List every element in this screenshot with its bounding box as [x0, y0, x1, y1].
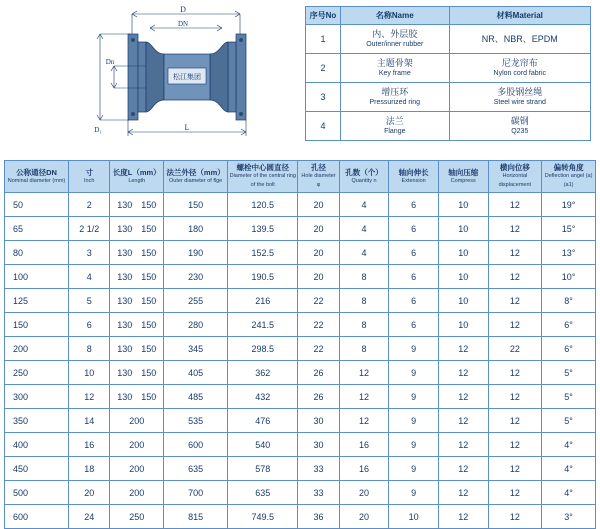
spec-cell-bolt-circle-diameter: 298.5 [228, 337, 298, 361]
spec-cell-compress: 10 [438, 217, 488, 241]
spec-cell-nominal-diameter: 250 [5, 361, 69, 385]
spec-cell-hole-quantity: 12 [339, 385, 389, 409]
material-name [341, 25, 450, 54]
materials-header-name: 名称Name [341, 7, 450, 25]
spec-header-en: Nominal diameter (mm) [7, 177, 66, 184]
materials-table [305, 6, 591, 141]
dim-label-d: D [180, 5, 186, 14]
spec-header-cn: 孔径 [311, 163, 327, 172]
spec-header-en: Deflection angel (a) (a1) [544, 173, 593, 188]
material-name-en: Flange [384, 128, 406, 135]
spec-header-cn: 轴向压缩 [448, 167, 479, 177]
table-row [5, 241, 596, 265]
spec-cell-horizontal-displacement: 12 [488, 433, 542, 457]
spec-header-cn: 螺栓中心圆直径 [236, 163, 290, 172]
spec-cell-extension: 9 [389, 433, 439, 457]
spec-cell-compress: 12 [438, 481, 488, 505]
spec-header-bolt-circle-diameter [228, 161, 298, 193]
specification-table-wrapper [4, 160, 596, 529]
spec-cell-inch: 3 [69, 241, 110, 265]
table-row [5, 361, 596, 385]
material-no: 4 [306, 112, 341, 141]
spec-cell-nominal-diameter: 600 [5, 505, 69, 529]
spec-cell-length: 130 150 [110, 217, 164, 241]
spec-header-extension [389, 161, 439, 193]
spec-cell-inch: 10 [69, 361, 110, 385]
spec-cell-flange-outer-diameter: 280 [164, 313, 228, 337]
spec-cell-flange-outer-diameter: 700 [164, 481, 228, 505]
spec-cell-inch: 24 [69, 505, 110, 529]
spec-cell-extension: 9 [389, 337, 439, 361]
spec-cell-compress: 12 [438, 337, 488, 361]
spec-cell-horizontal-displacement: 12 [488, 457, 542, 481]
spec-cell-inch: 12 [69, 385, 110, 409]
spec-cell-compress: 10 [438, 241, 488, 265]
spec-cell-bolt-circle-diameter: 190.5 [228, 265, 298, 289]
spec-cell-hole-quantity: 8 [339, 265, 389, 289]
spec-header-en: Quantity n [351, 177, 377, 184]
spec-cell-length: 130 150 [110, 385, 164, 409]
spec-header-cn: 公称通径DN [16, 167, 57, 177]
spec-cell-bolt-circle-diameter: 578 [228, 457, 298, 481]
spec-cell-bolt-circle-diameter: 120.5 [228, 193, 298, 217]
spec-cell-hole-diameter: 30 [298, 409, 339, 433]
spec-cell-inch: 20 [69, 481, 110, 505]
spec-cell-hole-diameter: 20 [298, 193, 339, 217]
spec-header-length [110, 161, 164, 193]
spec-header-en: Outer diameter of flge [169, 177, 223, 184]
spec-cell-deflection-angle: 5° [542, 385, 596, 409]
spec-cell-inch: 6 [69, 313, 110, 337]
spec-cell-flange-outer-diameter: 255 [164, 289, 228, 313]
spec-cell-bolt-circle-diameter: 241.5 [228, 313, 298, 337]
spec-cell-horizontal-displacement: 12 [488, 193, 542, 217]
table-row [5, 193, 596, 217]
spec-cell-horizontal-displacement: 12 [488, 241, 542, 265]
table-row [306, 54, 591, 83]
spec-cell-extension: 6 [389, 241, 439, 265]
material-no: 2 [306, 54, 341, 83]
spec-cell-hole-quantity: 20 [339, 505, 389, 529]
spec-cell-deflection-angle: 4° [542, 481, 596, 505]
spec-cell-flange-outer-diameter: 150 [164, 193, 228, 217]
material-name-cn: 法兰 [385, 116, 404, 126]
spec-header-deflection-angle [542, 161, 596, 193]
spec-header-cn: 孔数（个） [345, 167, 383, 177]
material-name-cn: 内、外层胶 [372, 29, 418, 39]
spec-cell-extension: 6 [389, 313, 439, 337]
spec-cell-hole-diameter: 22 [298, 289, 339, 313]
spec-cell-horizontal-displacement: 12 [488, 361, 542, 385]
spec-cell-inch: 8 [69, 337, 110, 361]
spec-cell-nominal-diameter: 500 [5, 481, 69, 505]
spec-cell-horizontal-displacement: 12 [488, 217, 542, 241]
spec-header-en: Horizontal displacement [498, 173, 532, 188]
spec-header-horizontal-displacement [488, 161, 542, 193]
brand-label: 松江集团 [173, 73, 201, 81]
spec-header-en: Diameter of the central ring of the bolt [229, 173, 296, 188]
spec-cell-extension: 6 [389, 265, 439, 289]
spec-cell-nominal-diameter: 100 [5, 265, 69, 289]
spec-cell-flange-outer-diameter: 180 [164, 217, 228, 241]
spec-header-cn: 轴向伸长 [398, 167, 429, 177]
material-name-cn: 增压环 [381, 87, 409, 97]
spec-cell-nominal-diameter: 80 [5, 241, 69, 265]
material-spec [449, 25, 590, 54]
spec-cell-hole-quantity: 4 [339, 217, 389, 241]
spec-header-compress [438, 161, 488, 193]
spec-cell-extension: 9 [389, 361, 439, 385]
top-section [0, 0, 600, 152]
material-spec-cn: NR、NBR、EPDM [481, 33, 558, 44]
spec-cell-horizontal-displacement: 12 [488, 313, 542, 337]
spec-cell-flange-outer-diameter: 635 [164, 457, 228, 481]
spec-cell-extension: 6 [389, 289, 439, 313]
spec-cell-flange-outer-diameter: 345 [164, 337, 228, 361]
specification-table [4, 160, 596, 529]
spec-cell-inch: 2 [69, 193, 110, 217]
table-row [5, 433, 596, 457]
material-name [341, 83, 450, 112]
spec-cell-hole-diameter: 30 [298, 433, 339, 457]
spec-cell-compress: 10 [438, 265, 488, 289]
materials-header-no: 序号No [306, 7, 341, 25]
spec-header-cn: 法兰外径（mm） [166, 167, 225, 177]
spec-cell-deflection-angle: 5° [542, 409, 596, 433]
material-spec [449, 112, 590, 141]
spec-header-en: Compress [450, 177, 476, 184]
spec-cell-length: 200 [110, 433, 164, 457]
spec-cell-length: 130 150 [110, 193, 164, 217]
spec-header-en: Extension [401, 177, 426, 184]
spec-cell-compress: 12 [438, 385, 488, 409]
table-row [5, 457, 596, 481]
dim-label-dn1: Dn [105, 58, 115, 66]
spec-cell-hole-quantity: 8 [339, 289, 389, 313]
spec-cell-flange-outer-diameter: 535 [164, 409, 228, 433]
table-row [5, 217, 596, 241]
spec-header-inch [69, 161, 110, 193]
spec-cell-nominal-diameter: 125 [5, 289, 69, 313]
materials-header-row [306, 7, 591, 25]
spec-cell-inch: 2 1/2 [69, 217, 110, 241]
material-name-en: Pressurized ring [369, 99, 421, 106]
spec-cell-deflection-angle: 3° [542, 505, 596, 529]
table-row [306, 83, 591, 112]
table-row [5, 265, 596, 289]
material-spec-cn: 尼龙帘布 [501, 58, 538, 68]
dim-label-l: L [184, 123, 190, 132]
material-spec-en: Steel wire strand [493, 99, 546, 106]
spec-cell-hole-quantity: 4 [339, 241, 389, 265]
spec-cell-inch: 14 [69, 409, 110, 433]
spec-cell-deflection-angle: 10° [542, 265, 596, 289]
spec-cell-compress: 10 [438, 193, 488, 217]
spec-cell-nominal-diameter: 50 [5, 193, 69, 217]
spec-cell-horizontal-displacement: 12 [488, 265, 542, 289]
spec-cell-compress: 12 [438, 361, 488, 385]
spec-cell-length: 200 [110, 409, 164, 433]
spec-cell-bolt-circle-diameter: 216 [228, 289, 298, 313]
spec-header-en: Length [128, 177, 146, 184]
spec-cell-length: 250 [110, 505, 164, 529]
spec-cell-nominal-diameter: 150 [5, 313, 69, 337]
spec-cell-hole-diameter: 36 [298, 505, 339, 529]
spec-cell-hole-diameter: 20 [298, 217, 339, 241]
spec-cell-hole-quantity: 20 [339, 481, 389, 505]
material-spec-cn: 多股钢丝绳 [497, 87, 543, 97]
table-row [5, 289, 596, 313]
spec-header-cn: 寸 [85, 167, 93, 177]
spec-cell-deflection-angle: 5° [542, 361, 596, 385]
spec-cell-hole-quantity: 12 [339, 361, 389, 385]
spec-cell-compress: 12 [438, 433, 488, 457]
spec-cell-horizontal-displacement: 12 [488, 481, 542, 505]
spec-cell-deflection-angle: 13° [542, 241, 596, 265]
table-row [5, 481, 596, 505]
dim-label-d1: D₁ [94, 126, 102, 134]
spec-cell-nominal-diameter: 65 [5, 217, 69, 241]
table-row [5, 505, 596, 529]
spec-cell-compress: 12 [438, 457, 488, 481]
material-spec-en: Nylon cord fabric [493, 70, 547, 77]
spec-header-cn: 横向位移 [499, 163, 530, 172]
spec-cell-hole-diameter: 20 [298, 241, 339, 265]
spec-cell-inch: 18 [69, 457, 110, 481]
table-row [306, 112, 591, 141]
spec-cell-inch: 4 [69, 265, 110, 289]
spec-header-flange-outer-diameter [164, 161, 228, 193]
product-technical-drawing [40, 4, 300, 150]
spec-cell-bolt-circle-diameter: 540 [228, 433, 298, 457]
spec-cell-length: 130 150 [110, 337, 164, 361]
material-spec-en: Q235 [511, 128, 529, 135]
spec-cell-nominal-diameter: 300 [5, 385, 69, 409]
spec-cell-hole-diameter: 33 [298, 481, 339, 505]
spec-cell-flange-outer-diameter: 815 [164, 505, 228, 529]
spec-cell-hole-diameter: 20 [298, 265, 339, 289]
material-name-en: Outer/inner rubber [366, 41, 424, 48]
spec-cell-length: 130 150 [110, 313, 164, 337]
material-spec [449, 83, 590, 112]
table-row [306, 25, 591, 54]
spec-cell-hole-diameter: 22 [298, 337, 339, 361]
spec-header-nominal-diameter [5, 161, 69, 193]
spec-cell-nominal-diameter: 350 [5, 409, 69, 433]
spec-cell-bolt-circle-diameter: 139.5 [228, 217, 298, 241]
spec-cell-horizontal-displacement: 12 [488, 409, 542, 433]
material-spec-cn: 碳钢 [510, 116, 529, 126]
spec-cell-bolt-circle-diameter: 476 [228, 409, 298, 433]
spec-cell-horizontal-displacement: 12 [488, 385, 542, 409]
spec-cell-bolt-circle-diameter: 362 [228, 361, 298, 385]
spec-cell-flange-outer-diameter: 485 [164, 385, 228, 409]
spec-cell-length: 200 [110, 481, 164, 505]
spec-cell-horizontal-displacement: 12 [488, 289, 542, 313]
spec-cell-deflection-angle: 4° [542, 457, 596, 481]
spec-header-hole-quantity [339, 161, 389, 193]
spec-cell-compress: 12 [438, 505, 488, 529]
spec-cell-hole-quantity: 8 [339, 313, 389, 337]
spec-cell-hole-diameter: 26 [298, 361, 339, 385]
spec-cell-length: 130 150 [110, 241, 164, 265]
spec-cell-bolt-circle-diameter: 635 [228, 481, 298, 505]
spec-cell-hole-quantity: 16 [339, 457, 389, 481]
spec-cell-extension: 10 [389, 505, 439, 529]
spec-cell-nominal-diameter: 400 [5, 433, 69, 457]
spec-cell-extension: 9 [389, 409, 439, 433]
spec-header-hole-diameter [298, 161, 339, 193]
spec-header-en: Inch [84, 177, 95, 184]
spec-cell-length: 130 150 [110, 289, 164, 313]
spec-header-cn: 长度L（mm） [112, 167, 161, 177]
spec-cell-compress: 10 [438, 313, 488, 337]
material-name [341, 112, 450, 141]
spec-header-row [5, 161, 596, 193]
table-row [5, 409, 596, 433]
spec-cell-hole-quantity: 12 [339, 409, 389, 433]
spec-cell-hole-diameter: 22 [298, 313, 339, 337]
spec-cell-inch: 5 [69, 289, 110, 313]
spec-cell-length: 200 [110, 457, 164, 481]
spec-cell-flange-outer-diameter: 405 [164, 361, 228, 385]
spec-cell-extension: 9 [389, 481, 439, 505]
spec-cell-flange-outer-diameter: 190 [164, 241, 228, 265]
spec-cell-compress: 12 [438, 409, 488, 433]
spec-cell-deflection-angle: 19° [542, 193, 596, 217]
spec-cell-hole-quantity: 8 [339, 337, 389, 361]
dim-label-dn: DN [177, 20, 189, 28]
spec-cell-flange-outer-diameter: 600 [164, 433, 228, 457]
materials-header-material: 材料Material [449, 7, 590, 25]
spec-cell-compress: 10 [438, 289, 488, 313]
spec-header-en: Hole diameter φ [301, 173, 336, 188]
spec-cell-deflection-angle: 15° [542, 217, 596, 241]
spec-cell-nominal-diameter: 200 [5, 337, 69, 361]
spec-cell-deflection-angle: 4° [542, 433, 596, 457]
spec-cell-hole-diameter: 26 [298, 385, 339, 409]
spec-cell-extension: 9 [389, 457, 439, 481]
material-name-en: Key frame [378, 70, 411, 77]
spec-cell-deflection-angle: 6° [542, 313, 596, 337]
spec-cell-hole-diameter: 33 [298, 457, 339, 481]
material-name-cn: 主题骨架 [376, 58, 413, 68]
spec-cell-extension: 6 [389, 193, 439, 217]
table-row [5, 337, 596, 361]
spec-cell-bolt-circle-diameter: 432 [228, 385, 298, 409]
material-name [341, 54, 450, 83]
spec-cell-nominal-diameter: 450 [5, 457, 69, 481]
spec-cell-hole-quantity: 16 [339, 433, 389, 457]
spec-cell-deflection-angle: 8° [542, 289, 596, 313]
spec-cell-extension: 9 [389, 385, 439, 409]
table-row [5, 385, 596, 409]
spec-header-cn: 偏转角度 [553, 163, 584, 172]
spec-cell-horizontal-displacement: 12 [488, 505, 542, 529]
spec-cell-bolt-circle-diameter: 749.5 [228, 505, 298, 529]
table-row [5, 313, 596, 337]
spec-cell-deflection-angle: 6° [542, 337, 596, 361]
material-no: 1 [306, 25, 341, 54]
spec-cell-horizontal-displacement: 22 [488, 337, 542, 361]
spec-cell-extension: 6 [389, 217, 439, 241]
spec-cell-hole-quantity: 4 [339, 193, 389, 217]
spec-cell-inch: 16 [69, 433, 110, 457]
spec-cell-length: 130 150 [110, 265, 164, 289]
spec-cell-bolt-circle-diameter: 152.5 [228, 241, 298, 265]
spec-cell-flange-outer-diameter: 230 [164, 265, 228, 289]
spec-cell-length: 130 150 [110, 361, 164, 385]
material-no: 3 [306, 83, 341, 112]
material-spec [449, 54, 590, 83]
